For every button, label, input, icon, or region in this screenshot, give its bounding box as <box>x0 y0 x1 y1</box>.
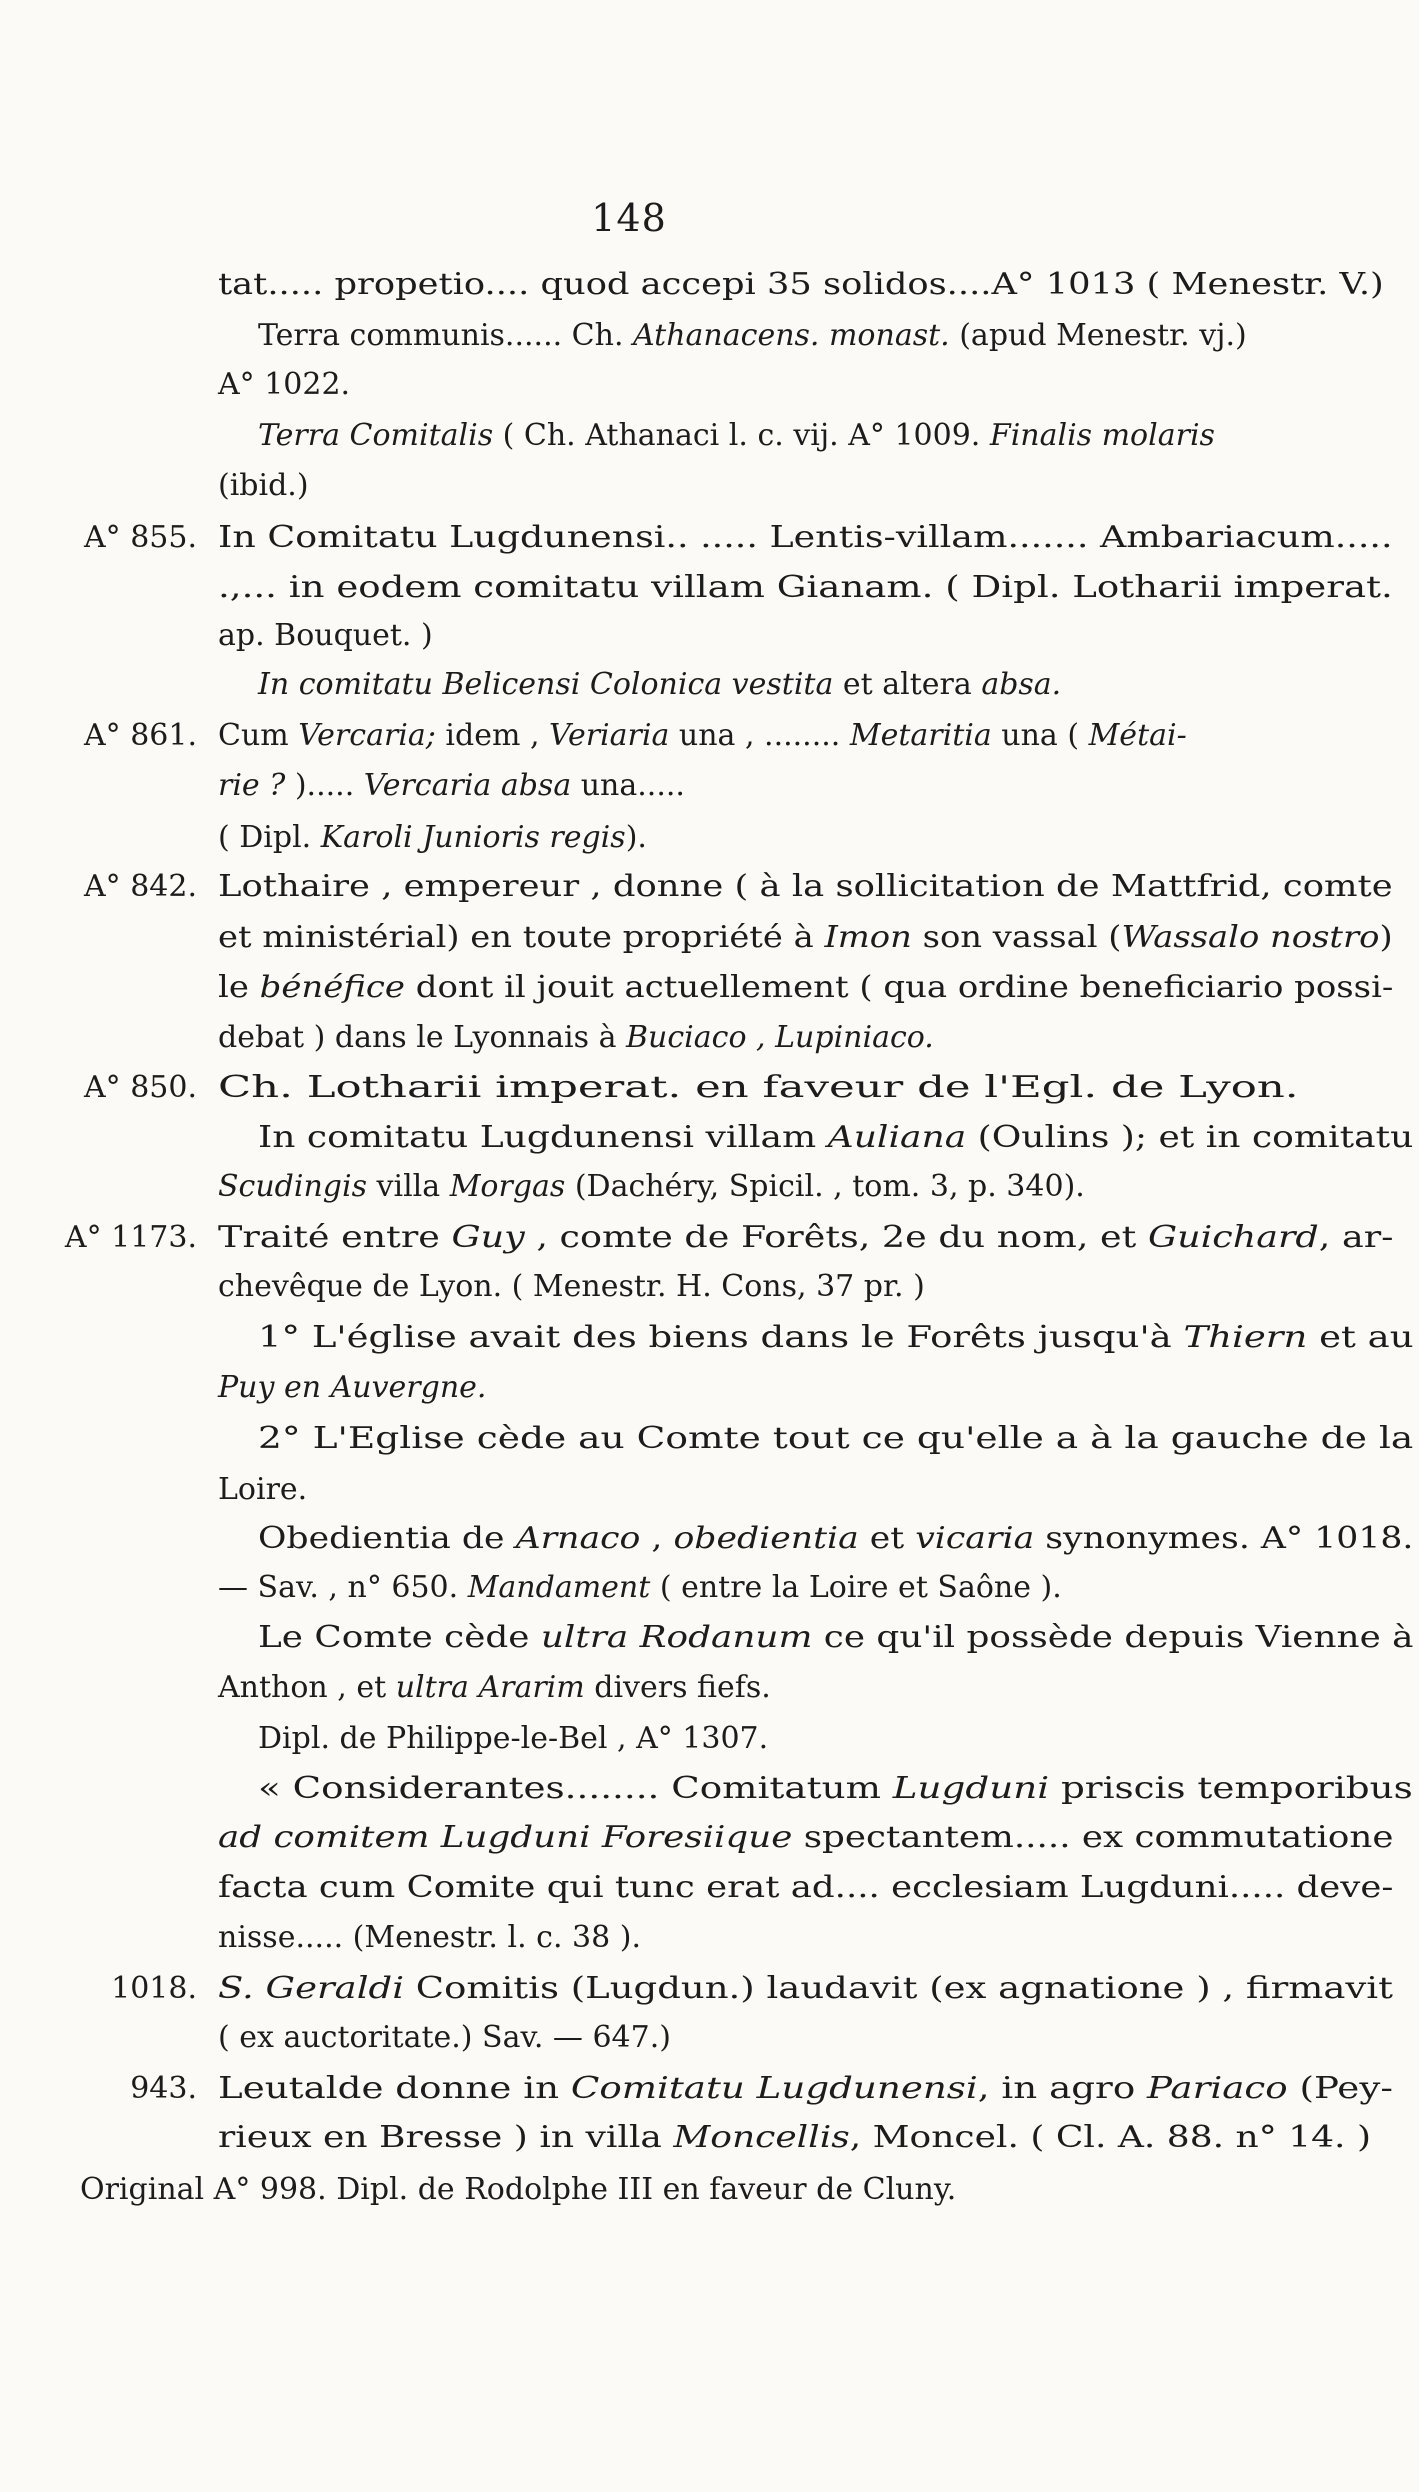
line-text <box>218 1915 641 1961</box>
text-line <box>0 262 1419 308</box>
text-segment: synonymes. A° 1018. <box>1034 1521 1414 1556</box>
text-line <box>0 1716 1419 1762</box>
text-line <box>0 1315 1419 1361</box>
line-text <box>218 2015 671 2061</box>
text-segment: 1° L'église avait des biens dans le Forêts jusqu'à <box>258 1320 1184 1355</box>
text-segment: Comitis (Lugdun.) laudavit (ex agnatione ) , firmavit <box>404 1971 1393 2006</box>
text-line <box>0 1966 1419 2012</box>
text-segment: ( Ch. Athanaci l. c. vij. A° 1009. <box>493 418 990 453</box>
line-text <box>218 1215 1393 1261</box>
text-segment: ap. Bouquet. ) <box>218 618 433 653</box>
text-line <box>0 1365 1419 1411</box>
text-segment: rieux en Bresse ) in villa <box>218 2120 674 2155</box>
italic-text: Guy <box>451 1220 525 1255</box>
text-segment: divers fiefs. <box>584 1670 771 1705</box>
text-line <box>0 1015 1419 1061</box>
year-label: 1018. <box>111 1971 197 2006</box>
text-segment: « Considerantes........ Comitatum <box>258 1771 893 1806</box>
text-segment: et altera <box>833 667 982 702</box>
text-segment: Lothaire , empereur , donne ( à la sollicitation de Mattfrid, comte <box>218 869 1393 904</box>
text-segment: Terra communis...... Ch. <box>258 318 634 353</box>
line-text <box>218 1815 1394 1861</box>
italic-text: Imon <box>824 920 912 955</box>
line-text <box>258 662 1061 708</box>
text-segment: Leutalde donne in <box>218 2071 571 2106</box>
line-text <box>218 763 685 809</box>
line-text <box>258 413 1215 459</box>
italic-text: Vercaria absa <box>363 768 572 803</box>
line-text <box>218 965 1393 1011</box>
text-segment: — Sav. , n° 650. <box>218 1570 468 1605</box>
italic-text: Buciaco , Lupiniaco. <box>626 1020 934 1055</box>
italic-text: absa. <box>981 667 1062 702</box>
italic-text: Pariaco <box>1147 2071 1288 2106</box>
text-line <box>0 1065 1419 1111</box>
line-text <box>218 2115 1371 2161</box>
italic-text: Veriaria <box>549 718 670 753</box>
text-segment: debat ) dans le Lyonnais à <box>218 1020 626 1055</box>
year-label: A° 855. <box>84 520 197 555</box>
text-segment: villa <box>367 1169 450 1204</box>
text-line <box>0 613 1419 659</box>
text-line <box>0 713 1419 759</box>
italic-text: Finalis molaris <box>989 418 1215 453</box>
line-text <box>218 515 1393 561</box>
italic-text: ultra Ararim <box>395 1670 585 1705</box>
line-text <box>218 613 433 659</box>
italic-text: S. Geraldi <box>218 1971 405 2006</box>
text-segment: Traité entre <box>218 1220 452 1255</box>
line-text <box>258 313 1247 359</box>
italic-text: Lugduni <box>892 1771 1050 1806</box>
page-number: 148 <box>591 196 667 240</box>
text-segment: una ( <box>991 718 1089 753</box>
text-line <box>0 313 1419 359</box>
line-text <box>80 2167 956 2213</box>
line-text <box>218 362 350 408</box>
line-text <box>218 1467 307 1513</box>
text-segment: Loire. <box>218 1472 308 1507</box>
line-text <box>258 1115 1413 1161</box>
text-segment: Anthon , et <box>218 1670 396 1705</box>
text-line <box>0 2066 1419 2112</box>
italic-text: Comitatu Lugdunensi <box>570 2071 978 2106</box>
text-segment: una , ........ <box>669 718 850 753</box>
line-text <box>218 815 647 861</box>
text-segment: spectantem..... ex commutatione <box>792 1820 1394 1855</box>
text-line <box>0 1215 1419 1261</box>
line-text <box>218 1065 1299 1111</box>
text-segment: Le Comte cède <box>258 1620 541 1655</box>
italic-text: Métai- <box>1088 718 1187 753</box>
line-text <box>258 1766 1413 1812</box>
italic-text: Puy en Auvergne. <box>218 1370 487 1405</box>
text-segment: ce qu'il possède depuis Vienne à <box>812 1620 1414 1655</box>
italic-text: bénéfice <box>259 970 405 1005</box>
text-line <box>0 915 1419 961</box>
text-segment: ). <box>625 820 647 855</box>
text-segment: In comitatu Lugdunensi villam <box>258 1120 828 1155</box>
text-line <box>0 565 1419 611</box>
text-line <box>0 2115 1419 2161</box>
line-text <box>218 713 1187 759</box>
line-text <box>218 1865 1393 1911</box>
text-line <box>0 1565 1419 1611</box>
text-segment: nisse..... (Menestr. l. c. 38 ). <box>218 1920 641 1955</box>
text-line <box>0 1115 1419 1161</box>
italic-text: ad comitem Lugduni Foresiique <box>218 1820 793 1855</box>
year-label: A° 1173. <box>64 1220 197 1255</box>
text-segment: , in agro <box>977 2071 1148 2106</box>
text-segment: , ar- <box>1318 1220 1394 1255</box>
italic-text: Moncellis <box>673 2120 850 2155</box>
text-segment: Dipl. de Philippe-le-Bel , A° 1307. <box>258 1721 769 1756</box>
italic-text: vicaria <box>915 1521 1035 1556</box>
year-label: A° 850. <box>84 1070 197 1105</box>
text-segment: dont il jouit actuellement ( qua ordine beneficiario possi- <box>404 970 1394 1005</box>
text-segment: son vassal ( <box>911 920 1122 955</box>
line-text <box>258 1416 1413 1462</box>
text-segment: priscis temporibus <box>1049 1771 1413 1806</box>
text-line <box>0 1264 1419 1310</box>
text-segment: ( ex auctoritate.) Sav. — 647.) <box>218 2020 671 2055</box>
line-text <box>258 1516 1413 1562</box>
text-line <box>0 1915 1419 1961</box>
italic-text: Guichard <box>1147 1220 1319 1255</box>
text-line <box>0 1516 1419 1562</box>
text-line <box>0 815 1419 861</box>
text-line <box>0 515 1419 561</box>
line-text <box>218 1164 1085 1210</box>
line-text <box>258 1315 1414 1361</box>
text-segment: )..... <box>285 768 364 803</box>
line-text <box>218 1665 771 1711</box>
text-segment: et au <box>1307 1320 1414 1355</box>
text-segment: facta cum Comite qui tunc erat ad.... ecclesiam Lugduni..... deve- <box>218 1870 1394 1905</box>
line-text <box>218 2066 1393 2112</box>
text-line <box>0 1766 1419 1812</box>
text-line <box>0 1815 1419 1861</box>
text-line <box>0 763 1419 809</box>
line-text <box>218 1565 1062 1611</box>
text-segment: tat..... propetio.... quod accepi 35 solidos....A° 1013 ( Menestr. V.) <box>218 267 1384 302</box>
text-line <box>0 662 1419 708</box>
text-line <box>0 1164 1419 1210</box>
line-text <box>218 1365 486 1411</box>
italic-text: Auliana <box>827 1120 967 1155</box>
text-segment: Original A° 998. Dipl. de Rodolphe III en faveur de Cluny. <box>80 2172 957 2207</box>
italic-text: Vercaria; <box>298 718 436 753</box>
text-segment: chevêque de Lyon. ( Menestr. H. Cons, 37 pr. ) <box>218 1269 925 1304</box>
text-segment: (apud Menestr. vj.) <box>949 318 1247 353</box>
line-text <box>218 1264 925 1310</box>
line-text <box>258 1615 1414 1661</box>
line-text <box>218 1015 934 1061</box>
line-text <box>218 463 309 509</box>
text-line <box>0 1865 1419 1911</box>
text-line <box>0 463 1419 509</box>
italic-text: In comitatu Belicensi Colonica vestita <box>258 667 834 702</box>
text-segment: Obedientia de <box>258 1521 516 1556</box>
italic-text: Arnaco <box>515 1521 641 1556</box>
text-segment: et ministérial) en toute propriété à <box>218 920 825 955</box>
text-line <box>0 2167 1419 2213</box>
text-line <box>0 965 1419 1011</box>
italic-text: Athanacens. monast. <box>633 318 950 353</box>
text-segment: ( Dipl. <box>218 820 321 855</box>
line-text <box>218 1966 1393 2012</box>
italic-text: Thiern <box>1183 1320 1308 1355</box>
text-line <box>0 362 1419 408</box>
italic-text: Metaritia <box>849 718 992 753</box>
text-segment: , Moncel. ( Cl. A. 88. n° 14. ) <box>849 2120 1372 2155</box>
text-segment: A° 1022. <box>218 367 351 402</box>
text-segment: le <box>218 970 260 1005</box>
text-line <box>0 1416 1419 1462</box>
text-segment: ) <box>1379 920 1393 955</box>
year-label: 943. <box>130 2071 197 2106</box>
text-segment: .,... in eodem comitatu villam Gianam. ( Dipl. Lotharii imperat. <box>218 570 1393 605</box>
text-segment: Ch. Lotharii imperat. en faveur de l'Egl. de Lyon. <box>218 1070 1299 1105</box>
text-line <box>0 1615 1419 1661</box>
italic-text: Terra Comitalis <box>258 418 494 453</box>
italic-text: rie ? <box>218 768 286 803</box>
text-line <box>0 2015 1419 2061</box>
text-segment: (ibid.) <box>218 468 309 503</box>
italic-text: obedientia <box>673 1521 859 1556</box>
text-segment: In Comitatu Lugdunensi.. ..... Lentis-villam....... Ambariacum..... <box>218 520 1393 555</box>
text-segment: (Pey- <box>1287 2071 1393 2106</box>
text-line <box>0 413 1419 459</box>
line-text <box>218 864 1393 910</box>
line-text <box>258 1716 768 1762</box>
text-segment: ( entre la Loire et Saône ). <box>650 1570 1062 1605</box>
italic-text: Wassalo nostro <box>1121 920 1380 955</box>
italic-text: Karoli Junioris regis <box>320 820 626 855</box>
year-label: A° 842. <box>84 869 197 904</box>
italic-text: Mandament <box>467 1570 651 1605</box>
italic-text: ultra Rodanum <box>540 1620 813 1655</box>
text-segment: , comte de Forêts, 2e du nom, et <box>524 1220 1148 1255</box>
year-label: A° 861. <box>84 718 197 753</box>
text-segment: una..... <box>571 768 685 803</box>
text-line <box>0 1665 1419 1711</box>
text-segment: et <box>858 1521 916 1556</box>
text-segment: (Dachéry, Spicil. , tom. 3, p. 340). <box>565 1169 1085 1204</box>
line-text <box>218 262 1384 308</box>
text-segment: idem , <box>435 718 550 753</box>
text-segment: 2° L'Eglise cède au Comte tout ce qu'elle a à la gauche de la <box>258 1421 1414 1456</box>
line-text <box>218 565 1393 611</box>
text-line <box>0 1467 1419 1513</box>
text-line <box>0 864 1419 910</box>
text-segment: Cum <box>218 718 299 753</box>
line-text <box>218 915 1393 961</box>
italic-text: Morgas <box>449 1169 566 1204</box>
text-segment: (Oulins ); et in comitatu <box>966 1120 1414 1155</box>
text-segment: , <box>640 1521 674 1556</box>
italic-text: Scudingis <box>218 1169 367 1204</box>
